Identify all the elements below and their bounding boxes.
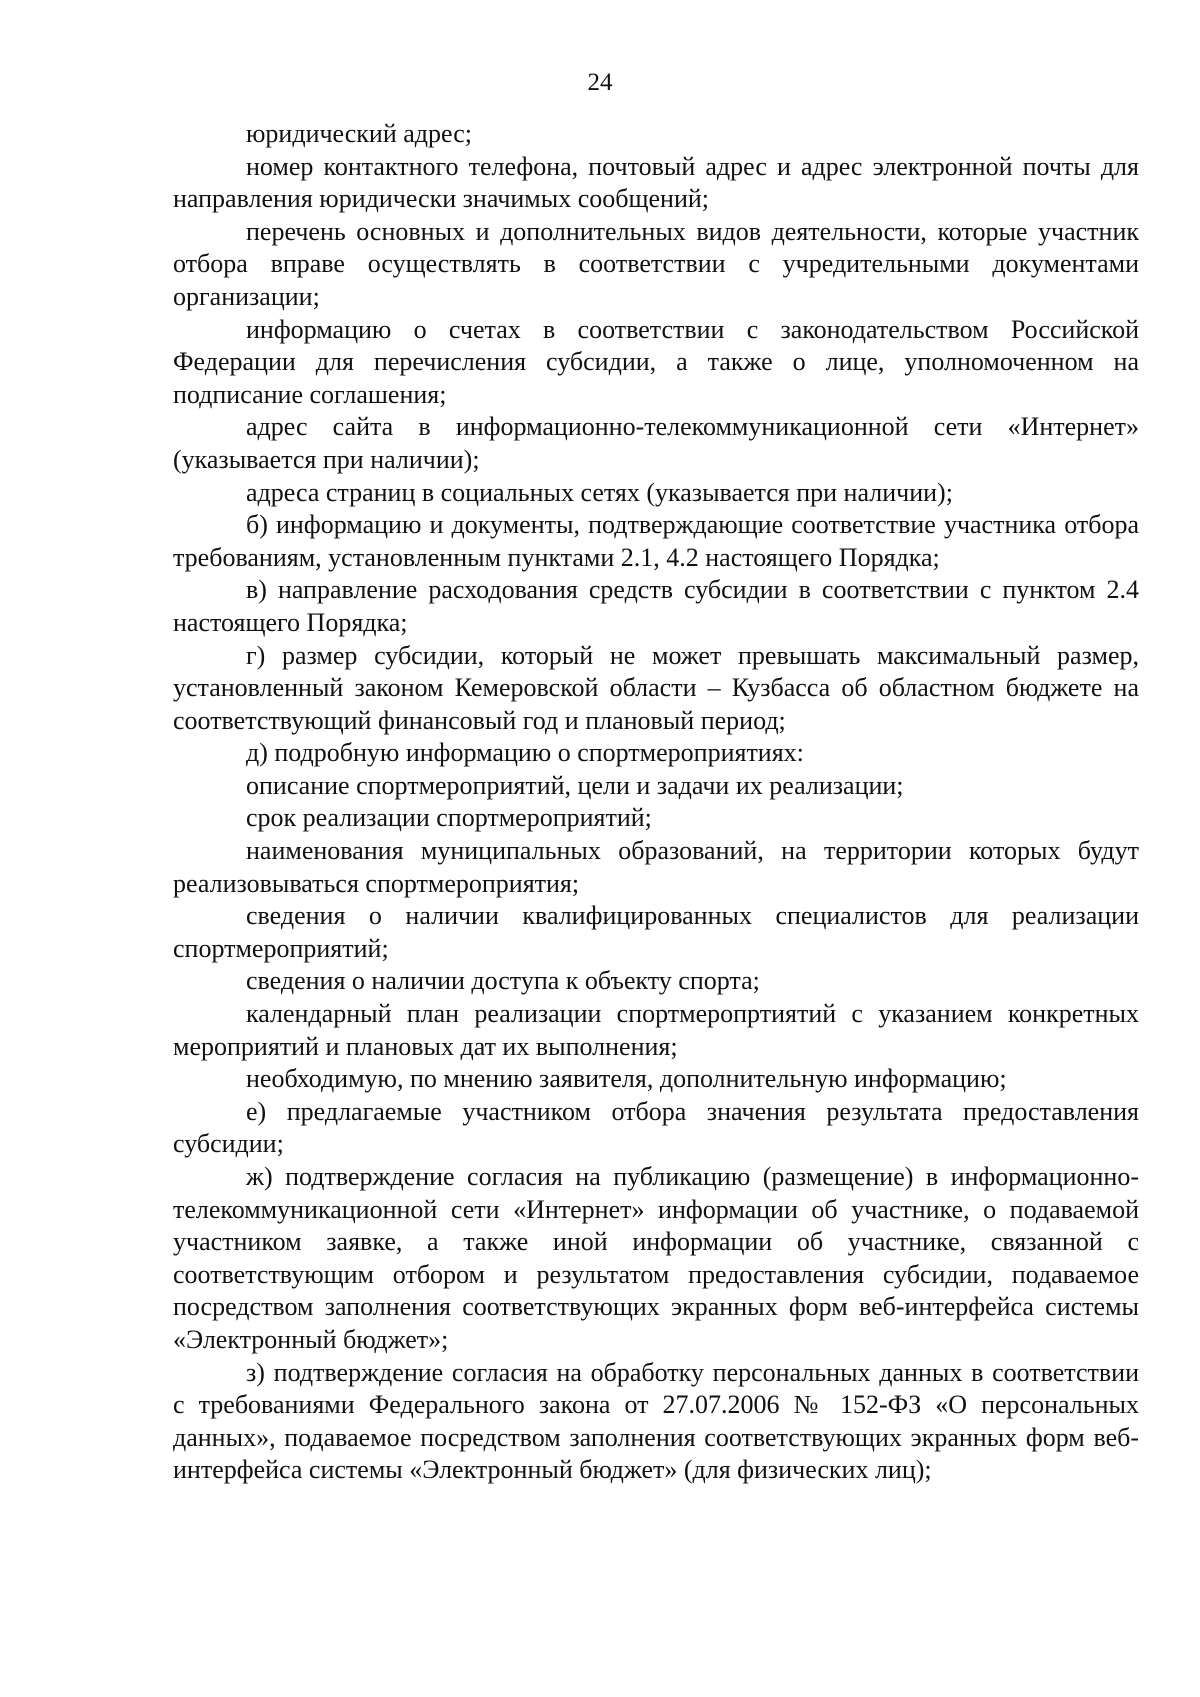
paragraph: календарный план реализации спортмеропртиятий с указанием конкретных мероприятий и плановых дат их выполнения; (173, 999, 1139, 1061)
paragraph: адреса страниц в социальных сетях (указывается при наличии); (246, 477, 953, 507)
paragraph: наименования муниципальных образований, на территории которых будут реализовываться спортмероприятия; (173, 836, 1139, 898)
paragraph: перечень основных и дополнительных видов деятельности, которые участник отбора вправе осуществлять в соответствии с учредительными документами организации; (173, 216, 1139, 311)
paragraph: б) информацию и документы, подтверждающие соответствие участника отбора требованиям, установленным пунктами 2.1, 4.2 настоящего Порядка; (173, 510, 1139, 572)
paragraph: срок реализации спортмероприятий; (246, 803, 652, 833)
page-number: 24 (587, 69, 613, 96)
paragraph: з) подтверждение согласия на обработку персональных данных в соответствии с требованиями Федерального закона от 27.07.2006 № 152-ФЗ «О персональных данных», подаваемое посредством заполнения соответствующих экранных форм веб-интерфейса системы «Электронный бюджет» (для физических лиц); (173, 1357, 1139, 1485)
paragraph: юридический адрес; (246, 119, 472, 148)
paragraph: в) направление расходования средств субсидии в соответствии с пунктом 2.4 настоящего Порядка; (173, 575, 1139, 637)
paragraph: сведения о наличии доступа к объекту спорта; (246, 966, 760, 996)
paragraph: адрес сайта в информационно-телекоммуникационной сети «Интернет» (указывается при наличии); (173, 412, 1139, 474)
paragraph: описание спортмероприятий, цели и задачи их реализации; (246, 770, 904, 800)
document-body (173, 118, 1139, 1487)
paragraph: г) размер субсидии, который не может превышать максимальный размер, установленный законом Кемеровской области – Кузбасса об областном бюджете на соответствующий финансовый год и плановый период; (173, 640, 1139, 735)
paragraph: необходимую, по мнению заявителя, дополнительную информацию; (246, 1064, 1007, 1094)
paragraph: д) подробную информацию о спортмероприятиях: (246, 738, 804, 768)
paragraph: е) предлагаемые участником отбора значения результата предоставления субсидии; (173, 1096, 1139, 1159)
paragraph: информацию о счетах в соответствии с законодательством Российской Федерации для перечисления субсидии, а также о лице, уполномоченном на подписание соглашения; (173, 314, 1139, 409)
paragraph: ж) подтверждение согласия на публикацию (размещение) в информационно-телекоммуникационной сети «Интернет» информации об участнике, о подаваемой участником заявке, а также иной информации об участнике, связанной с соответствующим отбором и результатом предоставления субсидии, подаваемое посредством заполнения соответствующих экранных форм веб-интерфейса системы «Электронный бюджет»; (173, 1162, 1139, 1354)
paragraph: номер контактного телефона, почтовый адрес и адрес электронной почты для направления юридически значимых сообщений; (173, 151, 1139, 214)
paragraph: сведения о наличии квалифицированных специалистов для реализации спортмероприятий; (173, 901, 1139, 963)
